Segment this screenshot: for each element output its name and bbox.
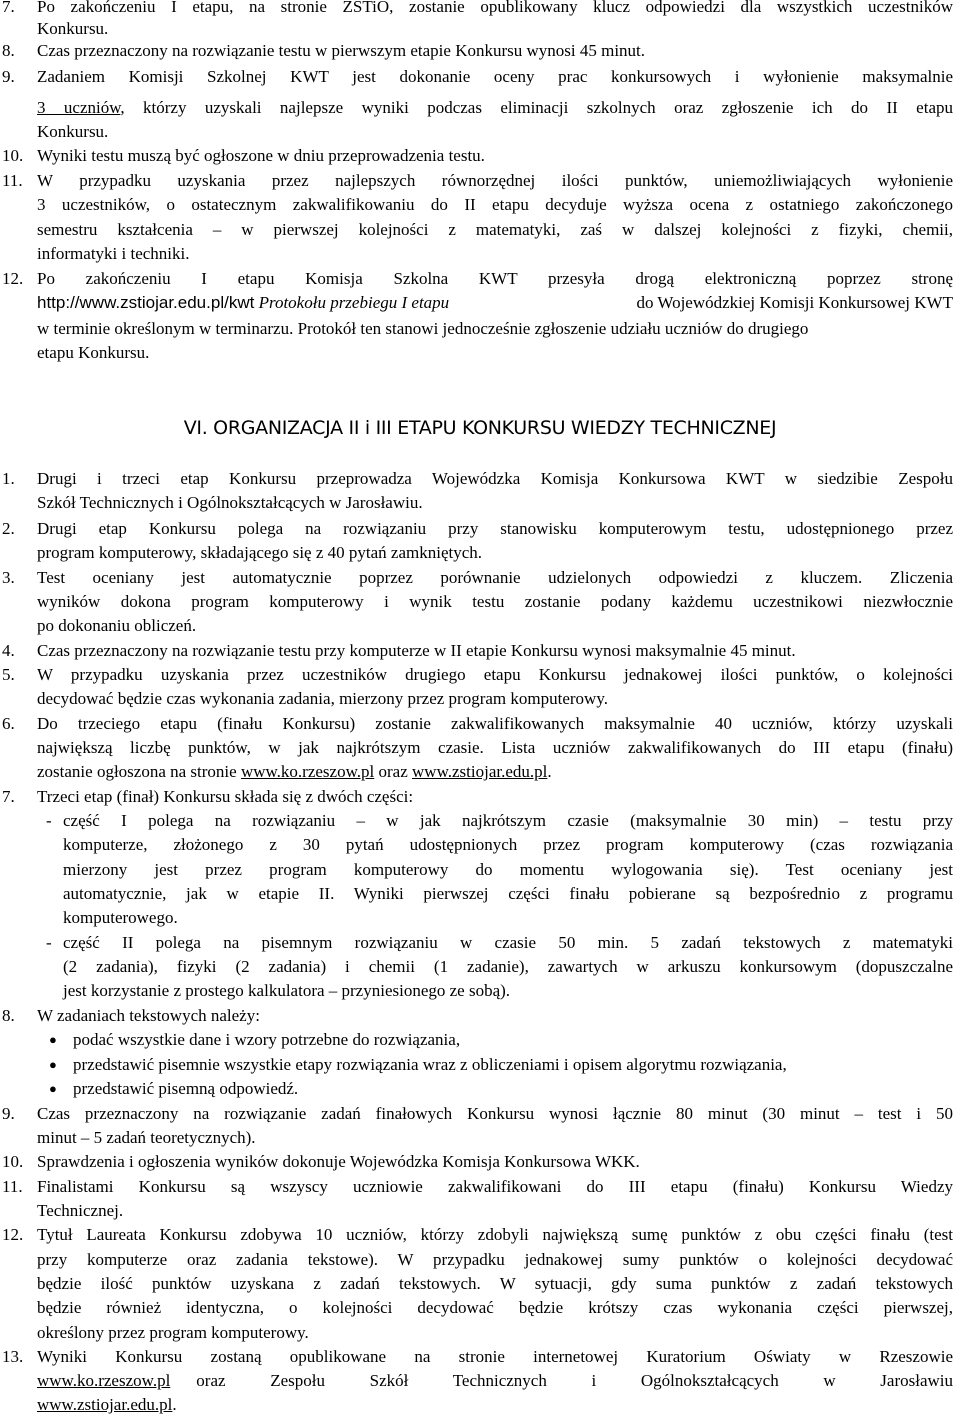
paragraph-line: Drugi i trzeci etap Konkursu przeprowadza Wojewódzka Komisja Konkursowa KWT w siedzibie Zespołu bbox=[37, 469, 953, 488]
list-number: 7. bbox=[2, 787, 15, 806]
paragraph-text: . bbox=[172, 1395, 177, 1414]
paragraph-line: 3 uczestników, o ostatecznym zakwalifikowaniu do II etapu decyduje wyższa ocena z ostatniego zakończonego bbox=[37, 195, 953, 214]
paragraph-line: W przypadku uzyskania przez uczestników drugiego etapu Konkursu jednakowej ilości punktów, o kolejności bbox=[37, 665, 953, 684]
list-number: 4. bbox=[2, 641, 15, 660]
list-number: 10. bbox=[2, 1152, 24, 1171]
protocol-title: Protokołu przebiegu I etapu bbox=[258, 293, 450, 312]
paragraph-line: Finalistami Konkursu są wszyscy uczniowie zakwalifikowani do III etapu (finału) Konkursu Wiedzy bbox=[37, 1177, 953, 1196]
paragraph-line: Sprawdzenia i ogłoszenia wyników dokonuje Wojewódzka Komisja Konkursowa WKK. bbox=[37, 1152, 640, 1171]
paragraph-line: Czas przeznaczony na rozwiązanie testu w pierwszym etapie Konkursu wynosi 45 minut. bbox=[37, 41, 646, 60]
paragraph-line: określony przez program komputerowy. bbox=[37, 1323, 309, 1342]
list-number: 9. bbox=[2, 1104, 15, 1123]
paragraph-line: Czas przeznaczony na rozwiązanie testu przy komputerze w II etapie Konkursu wynosi maksymalnie 45 minut. bbox=[37, 641, 796, 660]
dash-marker: - bbox=[46, 933, 52, 952]
list-number: 1. bbox=[2, 469, 15, 488]
list-number: 5. bbox=[2, 665, 15, 684]
paragraph-line: w terminie określonym w terminarzu. Protokół ten stanowi jednocześnie zgłoszenie udziału uczniów do drugiego bbox=[37, 319, 809, 338]
paragraph-line: Po zakończeniu I etapu Komisja Szkolna KWT przesyła drogą elektroniczną poprzez stronę bbox=[37, 269, 953, 288]
paragraph-line: będzie również identyczna, o kolejności decydować będzie krótszy czas wykonania części pierwszej, bbox=[37, 1298, 953, 1317]
paragraph-line: Po zakończeniu I etapu, na stronie ZSTiO, zostanie opublikowany klucz odpowiedzi dla wszystkich uczestników bbox=[37, 0, 953, 16]
paragraph-line: (2 zadania), fizyki (2 zadania) i chemii (1 zadanie), zawartych w arkuszu konkursowym (dopuszczalne bbox=[63, 957, 953, 976]
paragraph-line: Technicznej. bbox=[37, 1201, 124, 1220]
paragraph-line bbox=[37, 761, 552, 783]
zstiojar-link[interactable]: www.zstiojar.edu.pl bbox=[37, 1395, 173, 1414]
paragraph-line bbox=[37, 1370, 953, 1392]
paragraph-line: Konkursu. bbox=[37, 122, 109, 141]
list-number: 8. bbox=[2, 1006, 15, 1025]
zstiojar-link[interactable]: www.zstiojar.edu.pl bbox=[412, 762, 548, 781]
list-number: 7. bbox=[2, 0, 15, 16]
bullet-icon: ● bbox=[49, 1032, 57, 1047]
dash-marker: - bbox=[46, 811, 52, 830]
paragraph-line: program komputerowy, składającego się z 40 pytań zamkniętych. bbox=[37, 543, 483, 562]
paragraph-line: wyników dokona program komputerowy i wynik testu zostanie podany każdemu uczestnikowi niezwłocznie bbox=[37, 592, 953, 611]
list-number: 2. bbox=[2, 519, 15, 538]
paragraph-text: do Wojewódzkiej Komisji Konkursowej KWT bbox=[636, 293, 953, 312]
paragraph-line: Do trzeciego etapu (finału Konkursu) zostanie zakwalifikowanych maksymalnie 40 uczniów, którzy uzyskali bbox=[37, 714, 953, 733]
bullet-item: przedstawić pisemną odpowiedź. bbox=[73, 1079, 299, 1098]
paragraph-line: Zadaniem Komisji Szkolnej KWT jest dokonanie oceny prac konkursowych i wyłonienie maksymalnie bbox=[37, 67, 953, 86]
paragraph-line: komputerze, złożonego z 30 pytań udostępnionych przez program komputerowy (czas rozwiązania bbox=[63, 835, 953, 854]
paragraph-text: oraz Zespołu Szkół Technicznych i Ogólnokształcących w Jarosławiu bbox=[196, 1371, 953, 1390]
paragraph-line: przy komputerze oraz zadania tekstowe). W przypadku jednakowej sumy punktów o kolejności decydować bbox=[37, 1250, 953, 1269]
paragraph-line: etapu Konkursu. bbox=[37, 343, 150, 362]
paragraph-line: Czas przeznaczony na rozwiązanie zadań finałowych Konkursu wynosi łącznie 80 minut (30 minut – test i 50 bbox=[37, 1104, 953, 1123]
paragraph-line: semestru kształcenia – w pierwszej kolejności z matematyki, zaś w dalszej kolejności z fizyki, chemii, bbox=[37, 220, 953, 239]
paragraph-line: decydować będzie czas wykonania zadania, mierzony przez program komputerowy. bbox=[37, 689, 608, 708]
bullet-item: podać wszystkie dane i wzory potrzebne do rozwiązania, bbox=[73, 1030, 461, 1049]
paragraph-line bbox=[37, 292, 953, 314]
paragraph-line: Tytuł Laureata Konkursu zdobywa 10 uczniów, którzy zdobyli największą sumę punktów z obu części finału (test bbox=[37, 1225, 953, 1244]
paragraph-line: część I polega na rozwiązaniu – w jak najkrótszym czasie (maksymalnie 30 min) – testu przy bbox=[63, 811, 953, 830]
list-number: 6. bbox=[2, 714, 15, 733]
list-number: 12. bbox=[2, 1225, 24, 1244]
paragraph-line: Szkół Technicznych i Ogólnokształcących w Jarosławiu. bbox=[37, 493, 423, 512]
bullet-item: przedstawić pisemnie wszystkie etapy rozwiązania wraz z obliczeniami i opisem algorytmu rozwiązania, bbox=[73, 1055, 787, 1074]
underlined-text: 3 uczniów bbox=[37, 98, 121, 117]
paragraph-line: komputerowego. bbox=[63, 908, 178, 927]
paragraph-line: jest korzystanie z prostego kalkulatora – przyniesionego ze sobą). bbox=[63, 981, 511, 1000]
paragraph-line: 3 uczniów, którzy uzyskali najlepsze wyniki podczas eliminacji szkolnych oraz zgłoszenie ich do II etapu bbox=[37, 98, 953, 117]
paragraph-line: mierzony jest przez program komputerowy do momentu wylogowania się). Test oceniany jest bbox=[63, 860, 953, 879]
list-number: 11. bbox=[2, 1177, 23, 1196]
bullet-icon: ● bbox=[49, 1057, 57, 1072]
ko-rzeszow-link[interactable]: www.ko.rzeszow.pl bbox=[240, 762, 375, 781]
list-number: 9. bbox=[2, 67, 15, 86]
paragraph-line: część II polega na pisemnym rozwiązaniu w czasie 50 min. 5 zadań tekstowych z matematyki bbox=[63, 933, 953, 952]
protocol-link[interactable]: http://www.zstiojar.edu.pl/kwt bbox=[37, 293, 255, 312]
bullet-icon: ● bbox=[49, 1081, 57, 1096]
ko-rzeszow-link[interactable]: www.ko.rzeszow.pl bbox=[37, 1371, 171, 1390]
paragraph-line: największą liczbę punktów, w jak najkrótszym czasie. Lista uczniów zakwalifikowanych do III etapu (finału) bbox=[37, 738, 953, 757]
list-number: 13. bbox=[2, 1347, 24, 1366]
paragraph-line: automatycznie, jak w etapie II. Wyniki pierwszej części finału pobierane są bezpośrednio z programu bbox=[63, 884, 953, 903]
paragraph-line: Konkursu. bbox=[37, 19, 109, 38]
section-heading: VI. ORGANIZACJA II i III ETAPU KONKURSU WIEDZY TECHNICZNEJ bbox=[183, 417, 777, 439]
paragraph-line: minut – 5 zadań teoretycznych). bbox=[37, 1128, 256, 1147]
paragraph-line: Trzeci etap (finał) Konkursu składa się z dwóch części: bbox=[37, 787, 414, 806]
paragraph-line: informatyki i techniki. bbox=[37, 244, 190, 263]
paragraph-line: będzie ilość punktów uzyskana z zadań tekstowych. W sytuacji, gdy suma punktów z zadań tekstowych bbox=[37, 1274, 953, 1293]
paragraph-text: . bbox=[547, 762, 552, 781]
paragraph-text: zostanie ogłoszona na stronie bbox=[37, 762, 241, 781]
paragraph-text: oraz bbox=[374, 762, 413, 781]
paragraph-line: Wyniki Konkursu zostaną opublikowane na stronie internetowej Kuratorium Oświaty w Rzeszowie bbox=[37, 1347, 953, 1366]
paragraph-line: W przypadku uzyskania przez najlepszych równorzędnej ilości punktów, uniemożliwiających wyłonienie bbox=[37, 171, 953, 190]
paragraph-line: Wyniki testu muszą być ogłoszone w dniu przeprowadzenia testu. bbox=[37, 146, 485, 165]
paragraph-line: Drugi etap Konkursu polega na rozwiązaniu przy stanowisku komputerowym testu, udostępnionego przez bbox=[37, 519, 953, 538]
list-number: 11. bbox=[2, 171, 23, 190]
list-number: 10. bbox=[2, 146, 24, 165]
paragraph-line: Test oceniany jest automatycznie poprzez porównanie udzielonych odpowiedzi z kluczem. Zliczenia bbox=[37, 568, 953, 587]
paragraph-line bbox=[37, 1394, 177, 1416]
list-number: 3. bbox=[2, 568, 15, 587]
list-number: 12. bbox=[2, 269, 24, 288]
list-number: 8. bbox=[2, 41, 15, 60]
paragraph-line: po dokonaniu obliczeń. bbox=[37, 616, 197, 635]
paragraph-line: W zadaniach tekstowych należy: bbox=[37, 1006, 260, 1025]
